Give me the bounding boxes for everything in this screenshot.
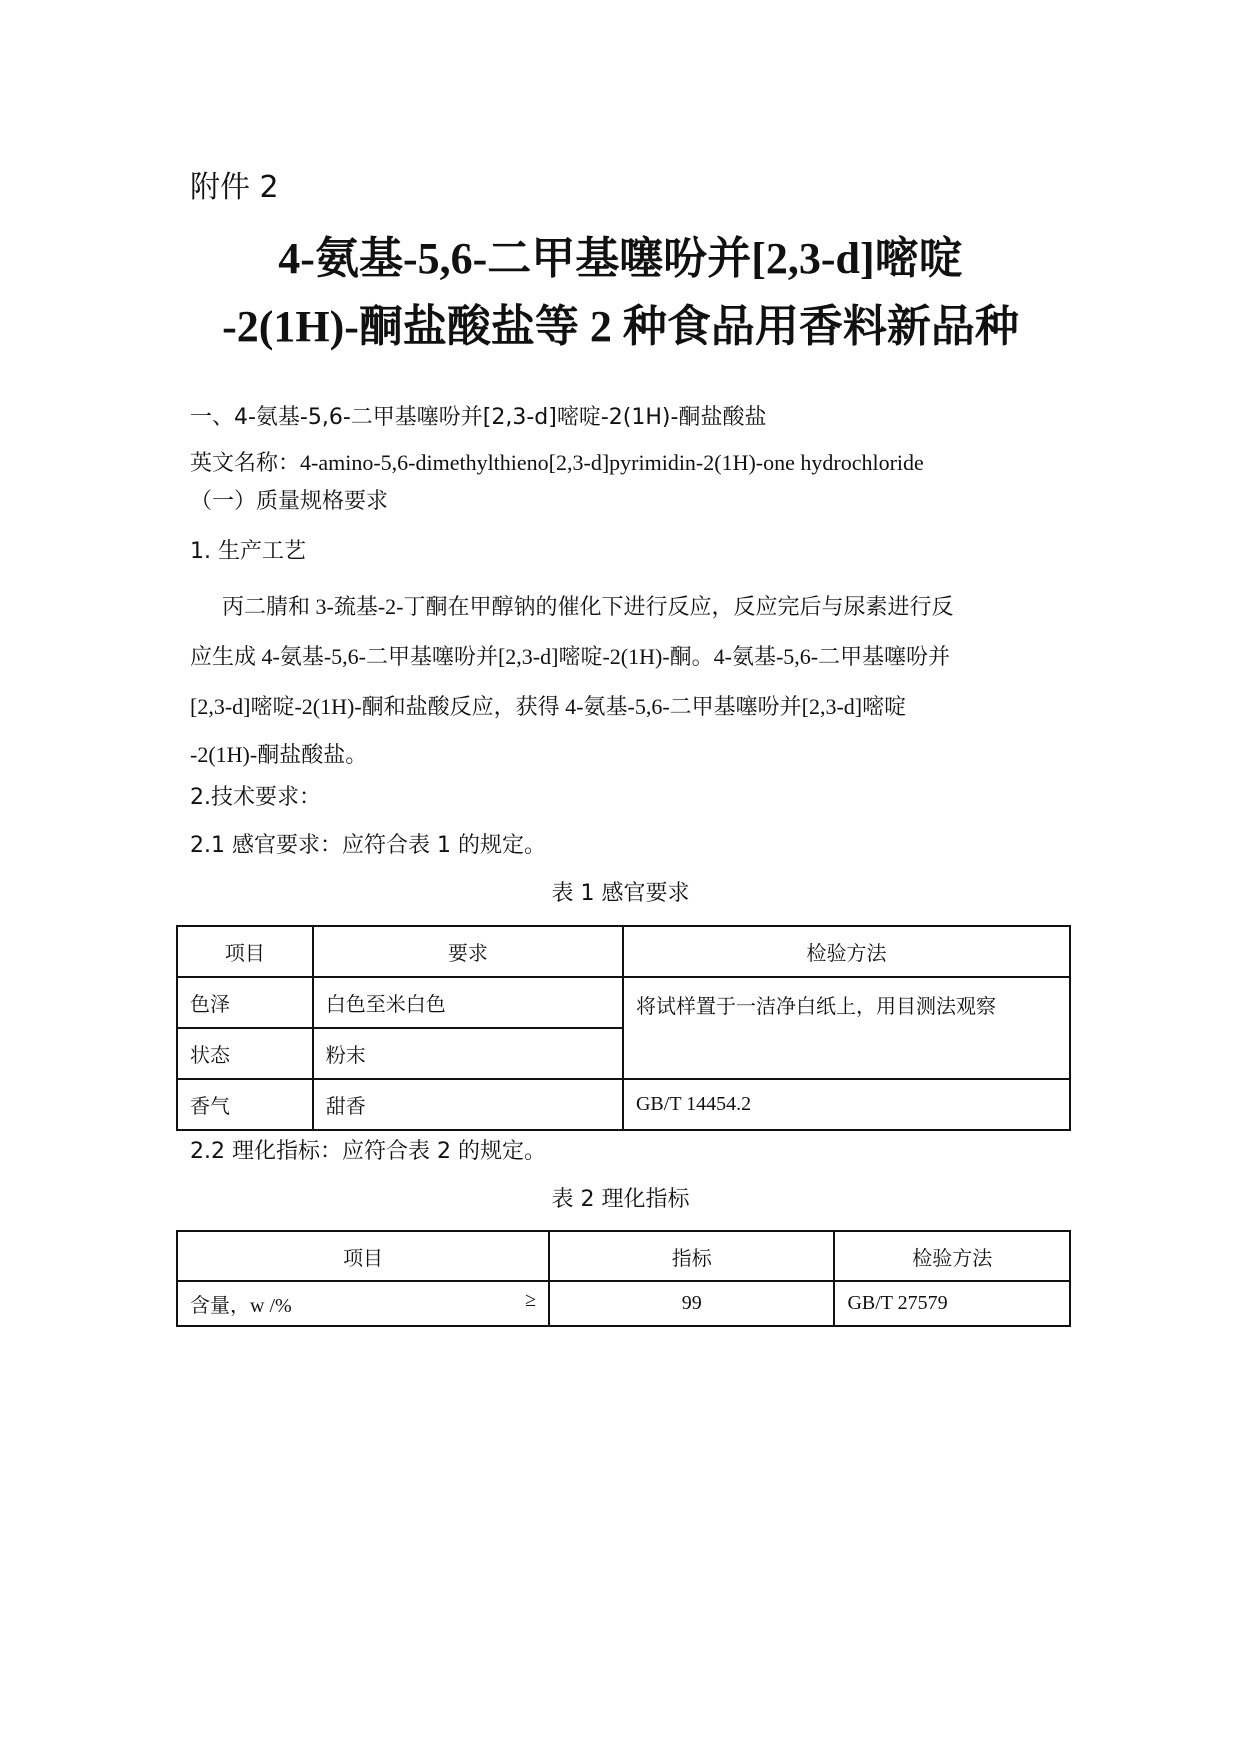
table-cell-method: GB/T 14454.2 bbox=[623, 1079, 1070, 1130]
technical-requirements-heading: 2.技术要求： bbox=[190, 785, 321, 810]
table-header-row bbox=[177, 926, 1070, 977]
table-header-cell: 检验方法 bbox=[623, 926, 1070, 977]
english-name: 英文名称：4-amino-5,6-dimethylthieno[2,3-d]pyrimidin-2(1H)-one hydrochloride bbox=[190, 450, 924, 475]
table-cell-method: 将试样置于一洁净白纸上，用目测法观察 bbox=[623, 977, 1070, 1079]
table-2-caption: 表 2 理化指标 bbox=[551, 1187, 690, 1212]
quality-spec-heading: （一）质量规格要求 bbox=[190, 489, 389, 514]
table-cell-requirement: 粉末 bbox=[313, 1028, 623, 1079]
document-title-line-2: -2(1H)-酮盐酸盐等 2 种食品用香料新品种 bbox=[222, 302, 1019, 351]
table-cell-item: 状态 bbox=[177, 1028, 313, 1079]
comparator-symbol: ≥ bbox=[525, 1289, 537, 1311]
table-cell-requirement: 甜香 bbox=[313, 1079, 623, 1130]
process-paragraph-line: 丙二腈和 3-巯基-2-丁酮在甲醇钠的催化下进行反应，反应完后与尿素进行反 bbox=[222, 594, 954, 619]
physicochemical-table bbox=[176, 1230, 1071, 1327]
document-title-line-1: 4-氨基-5,6-二甲基噻吩并[2,3-d]嘧啶 bbox=[278, 234, 963, 283]
process-paragraph-line: 应生成 4-氨基-5,6-二甲基噻吩并[2,3-d]嘧啶-2(1H)-酮。4-氨基-5,6-二甲基噻吩并 bbox=[190, 644, 951, 669]
table-header-cell: 要求 bbox=[313, 926, 623, 977]
attachment-label: 附件 2 bbox=[190, 170, 279, 205]
table-cell-item bbox=[177, 1281, 549, 1326]
table-row bbox=[177, 1281, 1070, 1326]
physicochemical-heading: 2.2 理化指标：应符合表 2 的规定。 bbox=[190, 1139, 546, 1164]
section-heading: 一、4-氨基-5,6-二甲基噻吩并[2,3-d]嘧啶-2(1H)-酮盐酸盐 bbox=[190, 405, 767, 430]
item-label: 含量，w /% bbox=[190, 1295, 292, 1317]
table-header-row bbox=[177, 1231, 1070, 1281]
production-process-heading: 1. 生产工艺 bbox=[190, 539, 306, 564]
table-cell-item: 色泽 bbox=[177, 977, 313, 1028]
table-cell-method: GB/T 27579 bbox=[834, 1281, 1070, 1326]
table-1-caption: 表 1 感官要求 bbox=[551, 881, 690, 906]
sensory-requirements-heading: 2.1 感官要求：应符合表 1 的规定。 bbox=[190, 833, 546, 858]
sensory-requirements-table bbox=[176, 925, 1071, 1131]
process-paragraph-line: [2,3-d]嘧啶-2(1H)-酮和盐酸反应，获得 4-氨基-5,6-二甲基噻吩并[2,3-d]嘧啶 bbox=[190, 694, 907, 719]
table-cell-value: 99 bbox=[549, 1281, 834, 1326]
table-row bbox=[177, 977, 1070, 1028]
process-paragraph-line: -2(1H)-酮盐酸盐。 bbox=[190, 742, 368, 767]
table-cell-requirement: 白色至米白色 bbox=[313, 977, 623, 1028]
table-row bbox=[177, 1079, 1070, 1130]
table-header-cell: 项目 bbox=[177, 926, 313, 977]
table-header-cell: 检验方法 bbox=[834, 1231, 1070, 1281]
table-header-cell: 指标 bbox=[549, 1231, 834, 1281]
table-cell-item: 香气 bbox=[177, 1079, 313, 1130]
table-header-cell: 项目 bbox=[177, 1231, 549, 1281]
